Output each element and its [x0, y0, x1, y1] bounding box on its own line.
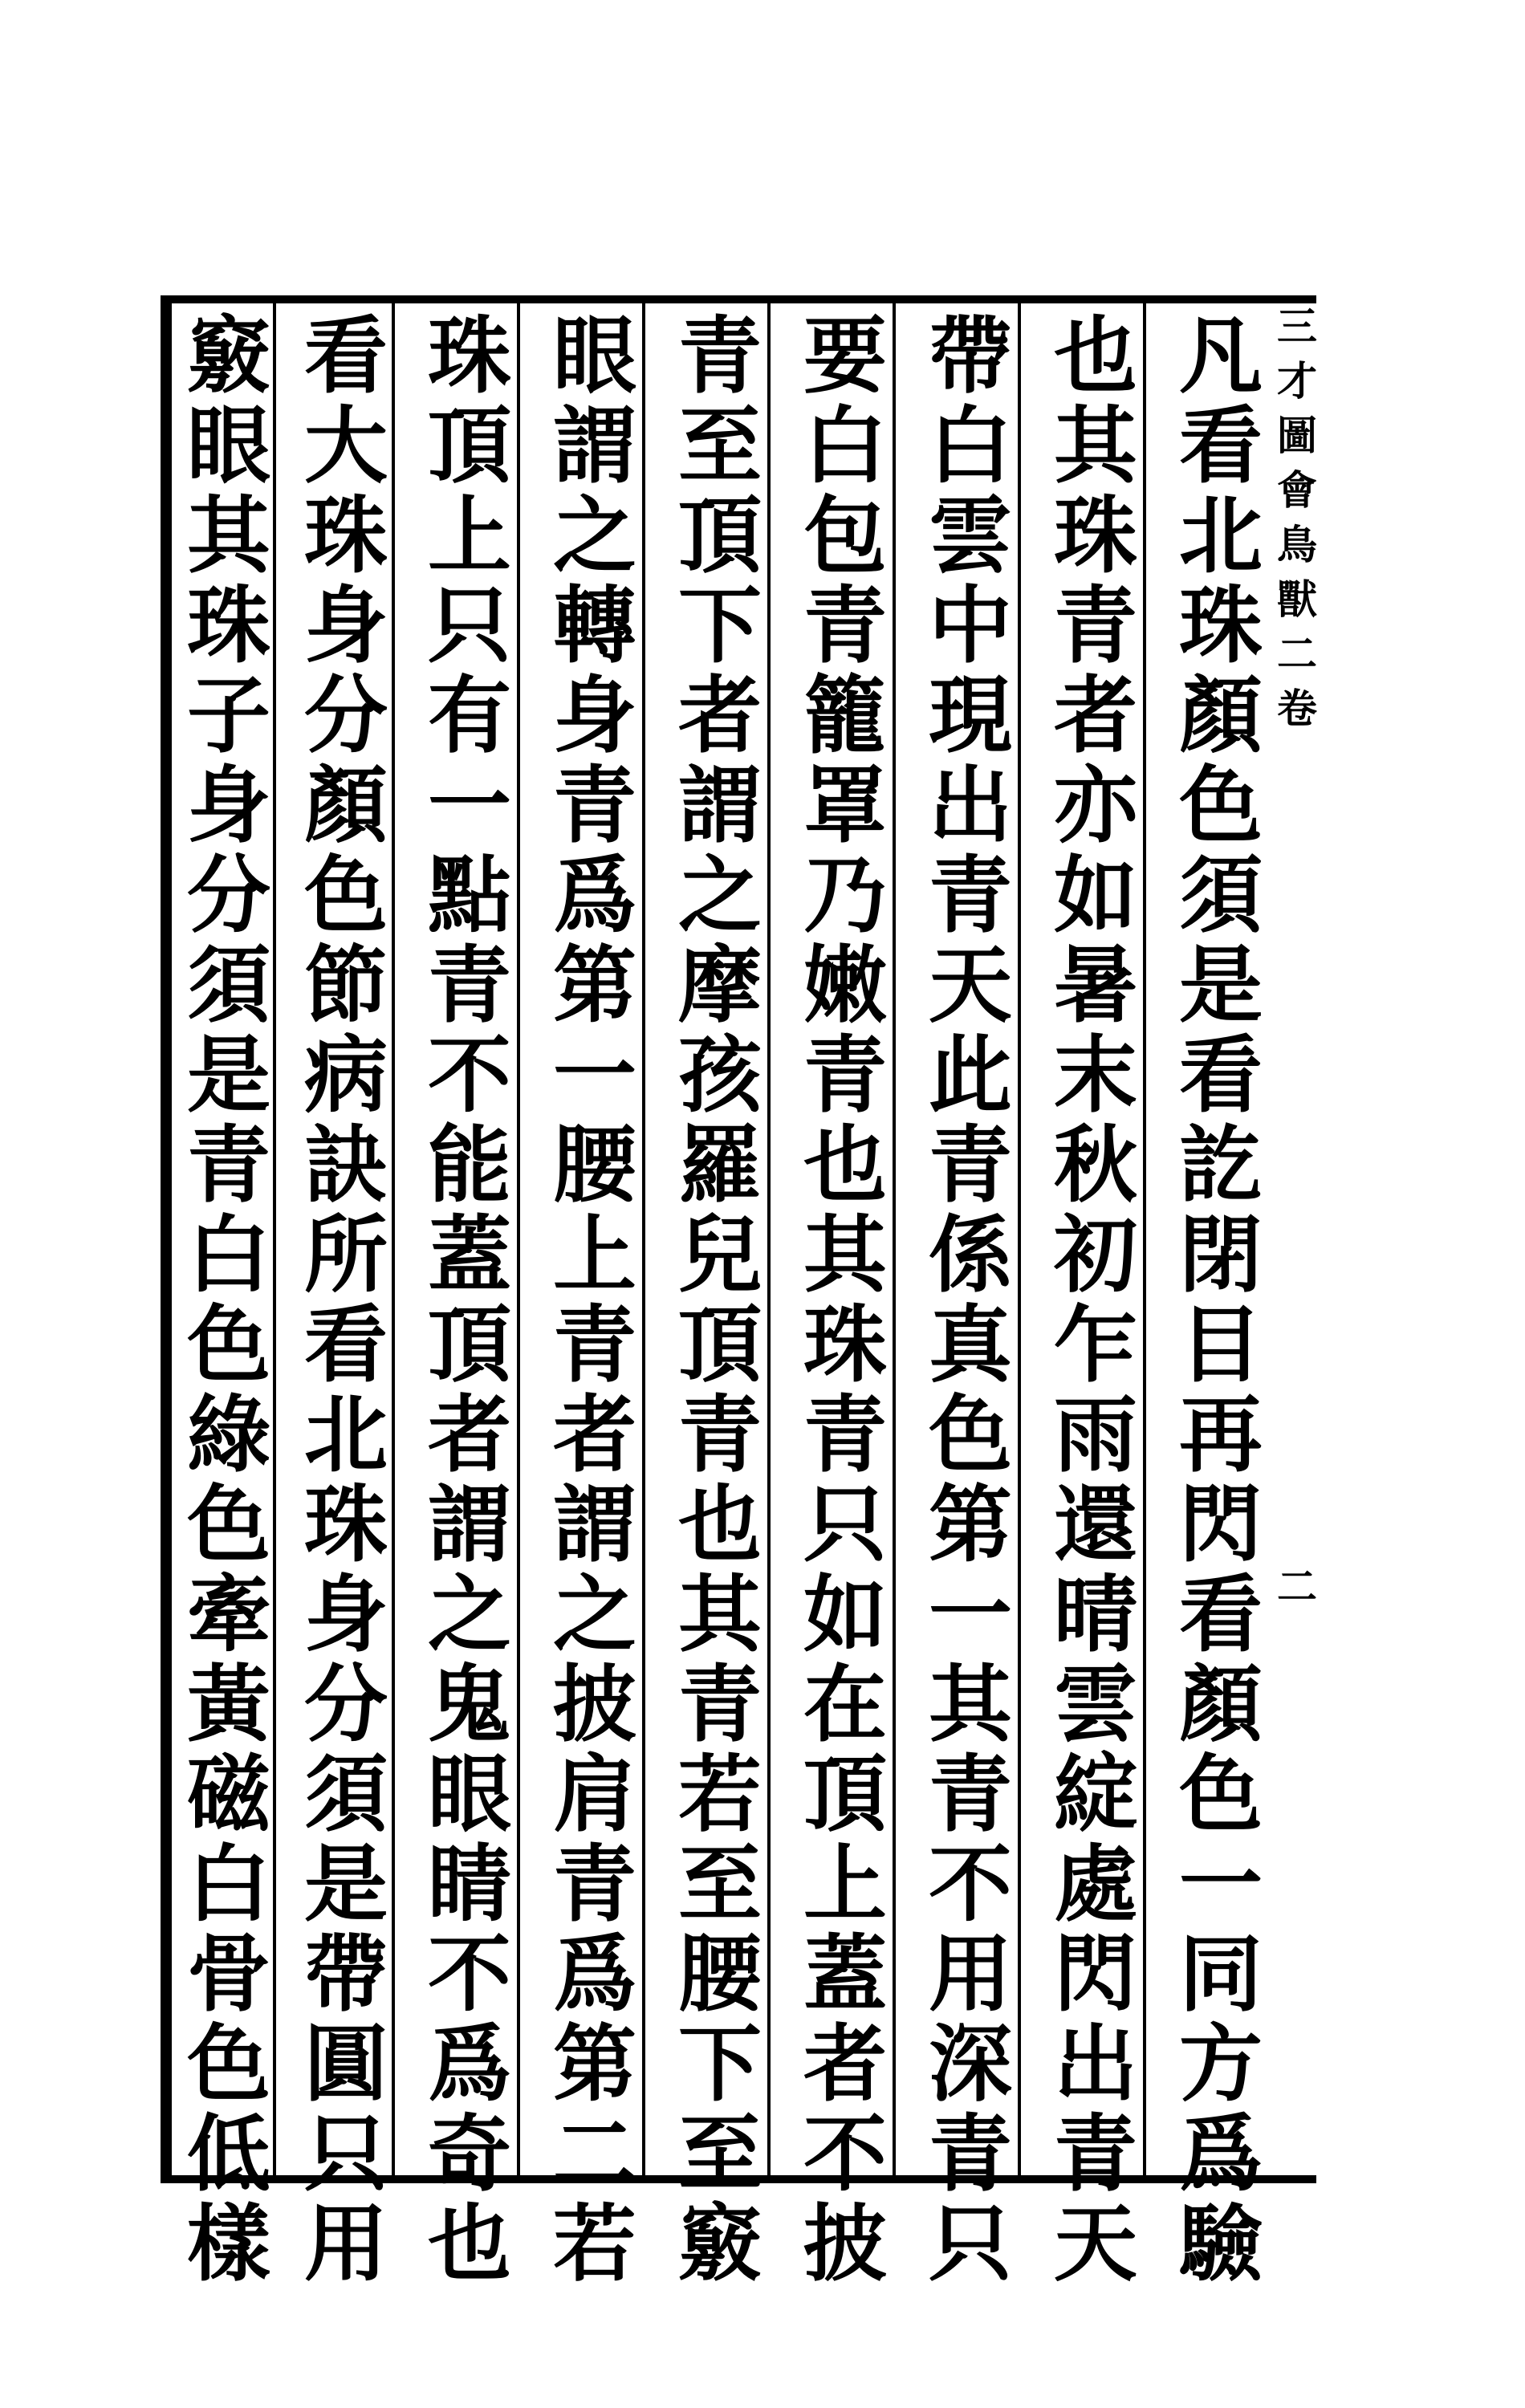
frame-top-border	[161, 295, 1316, 303]
text-column-3: 帶白雲中現出青天此青係真色第一其青不用深青只	[914, 311, 1013, 2289]
column-rule	[1143, 303, 1146, 2175]
column-rule	[517, 303, 520, 2175]
text-column-2: 也其珠青者亦如暑末秋初乍雨還晴雲綻處閃出青天	[1039, 311, 1138, 2289]
text-column-7: 珠頂上只有一點青不能蓋頂者謂之鬼眼睛不爲奇也	[413, 311, 512, 2289]
column-rule	[642, 303, 645, 2175]
text-column-9: 竅眼其珠子身分須是青白色綠色牽黃磁白骨色低樣	[173, 311, 271, 2289]
column-rule	[893, 303, 896, 2175]
running-header: 三才圖會鳥獸二卷	[1271, 305, 1318, 742]
text-column-8: 看大珠身分顏色節病訣所看北珠身分須是帶圓只用	[290, 311, 388, 2289]
folio-number: 二	[1271, 1565, 1318, 1605]
column-rule	[1018, 303, 1021, 2175]
text-column-5: 青至頂下者謂之摩孩羅兒頂青也其青若至腰下至竅	[664, 311, 762, 2289]
text-column-1: 凡看北珠顏色須是看訖閉目再閃看顏色一同方爲驗	[1165, 311, 1263, 2289]
column-rule	[767, 303, 771, 2175]
column-rule	[392, 303, 395, 2175]
text-column-4: 要白包青籠罩乃嫩青也其珠青只如在頂上蓋者不披	[789, 311, 888, 2289]
text-column-6: 眼謂之轉身青爲第一腰上青者謂之披肩青爲第二若	[539, 311, 637, 2289]
